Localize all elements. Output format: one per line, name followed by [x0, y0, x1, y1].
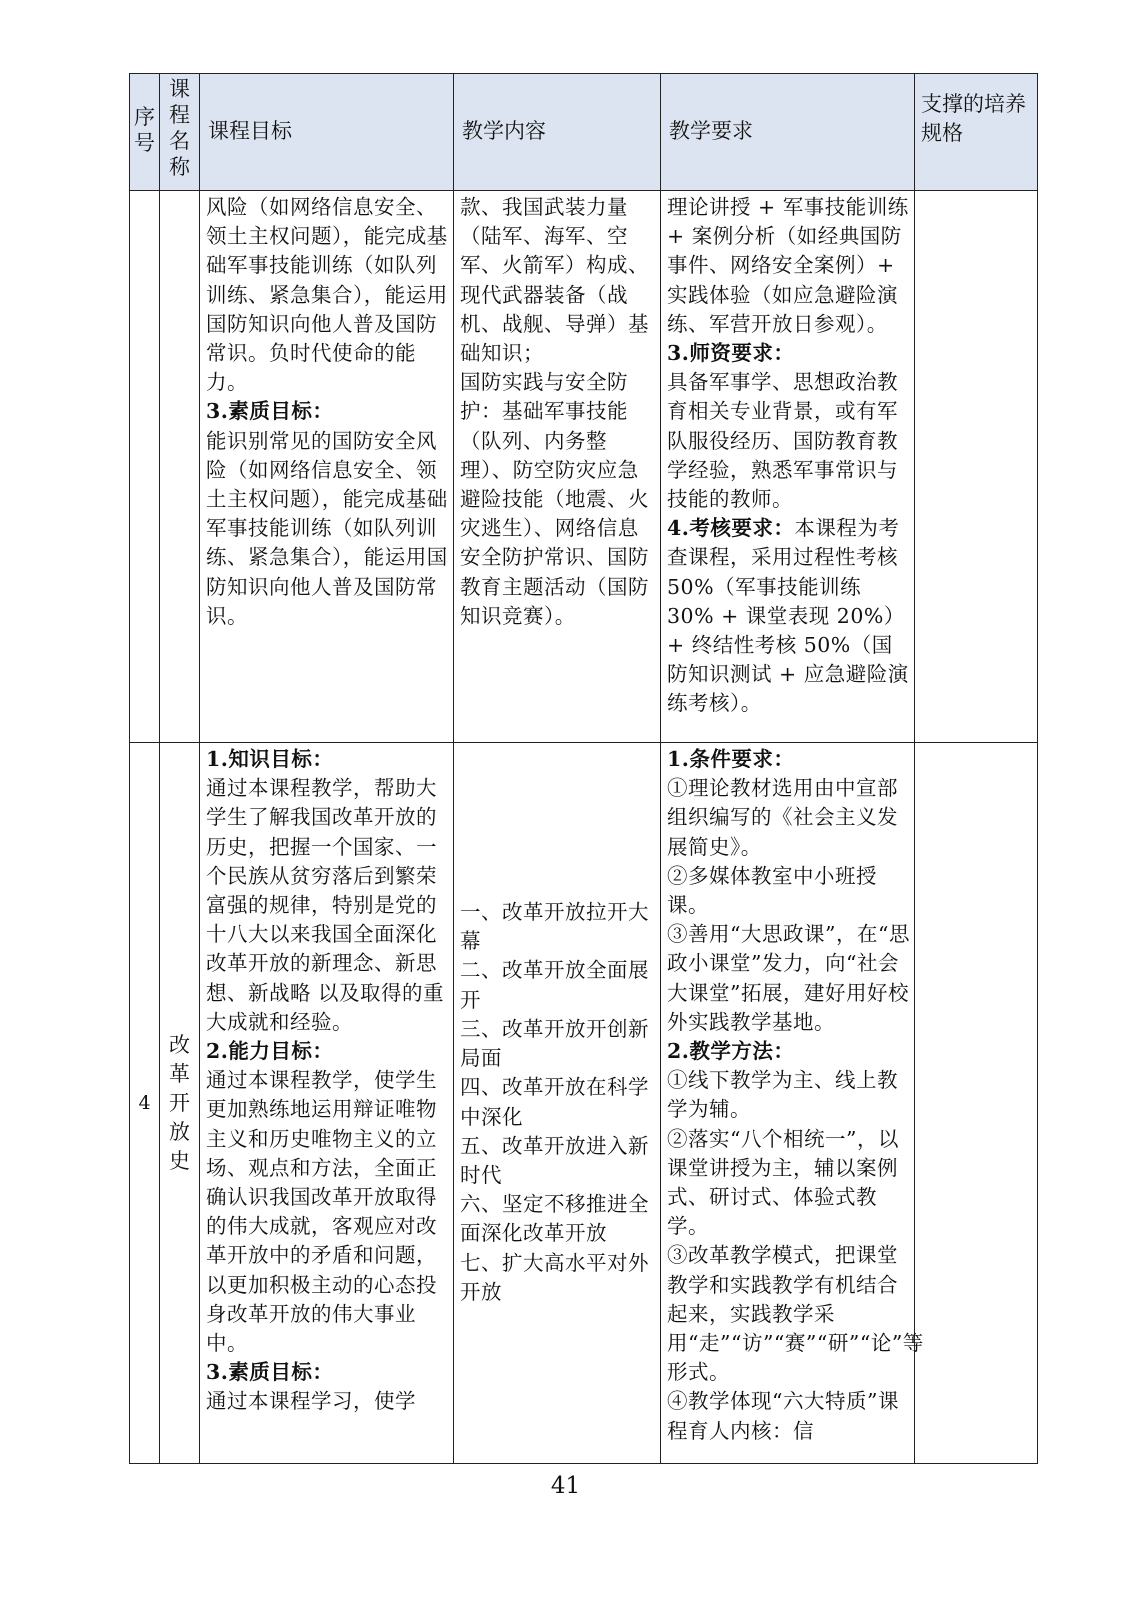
cell-paragraph: 1.知识目标： [206, 747, 334, 771]
row-seq [130, 191, 160, 743]
cell-paragraph: 五、改革开放进入新时代 [460, 1133, 649, 1187]
header-row [130, 74, 1038, 191]
cell-paragraph: 一、改革开放拉开大幕 [460, 900, 649, 954]
cell-paragraph: 3.素质目标： [206, 1360, 334, 1385]
table-row [130, 743, 1038, 1464]
cell-paragraph: ③善用“大思政课”，在“思政小课堂”发力，向“社会大课堂”拓展，建好用好校外实践教学基地。 [667, 922, 910, 1034]
header-course-name: 课程名称 [160, 74, 200, 191]
header-supported-spec: 支撑的培养规格 [915, 74, 1038, 191]
curriculum-table [129, 73, 1038, 1464]
cell-paragraph: ②落实“八个相统一”，以课堂讲授为主，辅以案例式、研讨式、体验式教学。 [667, 1126, 899, 1239]
header-course-goal: 课程目标 [200, 74, 454, 191]
row-teaching-requirement [661, 743, 924, 1464]
row-course-goal [200, 191, 454, 743]
cell-paragraph: 四、改革开放在科学中深化 [460, 1075, 649, 1129]
row-teaching-content [454, 191, 661, 743]
cell-paragraph: 3.师资要求： [667, 341, 795, 366]
cell-paragraph: 2.能力目标： [206, 1039, 334, 1064]
header-seq: 序号 [130, 74, 160, 191]
cell-paragraph: 通过本课程教学，帮助大学生了解我国改革开放的历史，把握一个国家、一个民族从贫穷落后到繁荣富强的规律，特别是党的十八大以来我国全面深化改革开放的新理念、新思想、新战略 以及取得的重大成就和经验。 [206, 776, 445, 1034]
cell-paragraph: 六、坚定不移推进全面深化改革开放 [460, 1192, 649, 1246]
cell-paragraph: 三、改革开放开创新局面 [460, 1016, 649, 1071]
cell-paragraph: ①理论教材选用由中宣部组织编写的《社会主义发展简史》。 [667, 776, 898, 859]
cell-paragraph: ①线下教学为主、线上教学为辅。 [667, 1068, 898, 1122]
cell-paragraph: 4.考核要求：本课程为考查课程，采用过程性考核 50%（军事技能训练 30% + 课堂表现 20%）+ 终结性考核 50%（国防知识测试 + 应急避险演练考核）。 [667, 516, 909, 716]
cell-paragraph: 通过本课程学习，使学 [206, 1389, 416, 1414]
row-supported-spec [915, 743, 1038, 1464]
row-course-name: 改革开放史 [160, 743, 200, 1464]
cell-paragraph: 二、改革开放全面展开 [460, 958, 649, 1012]
page-number: 41 [550, 1473, 581, 1499]
row-course-goal [200, 743, 454, 1464]
row-seq: 4 [130, 743, 160, 1464]
cell-paragraph: 能识别常见的国防安全风险（如网络信息安全、领土主权问题），能完成基础军事技能训练（如队列训练、紧急集合），能运用国防知识向他人普及国防常识。 [206, 428, 448, 628]
row-supported-spec [915, 191, 1038, 743]
cell-paragraph: ②多媒体教室中小班授课。 [667, 863, 877, 918]
header-teaching-content: 教学内容 [454, 74, 661, 191]
cell-paragraph: 通过本课程教学，使学生更加熟练地运用辩证唯物主义和历史唯物主义的立场、观点和方法，全面正确认识我国改革开放取得的伟大成就，客观应对改革开放中的矛盾和问题，以更加积极主动的心态投身改革开放的伟大事业中。 [206, 1068, 437, 1356]
cell-paragraph: ③改革教学模式，把课堂教学和实践教学有机结合起来，实践教学采用“走”“访”“赛”“研”“论”等形式。 [667, 1243, 924, 1385]
cell-paragraph: ④教学体现“六大特质”课程育人内核：信 [667, 1389, 899, 1443]
cell-paragraph: 风险（如网络信息安全、领土主权问题），能完成基础军事技能训练（如队列训练、紧急集合），能运用国防知识向他人普及国防常识。负时代使命的能力。 [206, 195, 448, 395]
header-teaching-requirement: 教学要求 [661, 74, 915, 191]
cell-paragraph: 2.教学方法： [667, 1039, 795, 1064]
cell-paragraph: 具备军事学、思想政治教育相关专业背景，或有军队服役经历、国防教育教学经验，熟悉军事常识与技能的教师。 [667, 370, 898, 512]
cell-paragraph: 理论讲授 + 军事技能训练 + 案例分析（如经典国防事件、网络安全案例）+ 实践体验（如应急避险演练、军营开放日参观）。 [667, 195, 909, 336]
cell-paragraph: 国防实践与安全防护：基础军事技能（队列、内务整理）、防空防灾应急避险技能（地震、火灾逃生）、网络信息安全防护常识、国防教育主题活动（国防知识竞赛）。 [460, 370, 649, 628]
row-course-name [160, 191, 200, 743]
cell-paragraph: 1.条件要求： [667, 747, 795, 771]
table-row [130, 191, 1038, 743]
row-teaching-requirement [661, 191, 915, 743]
cell-paragraph: 七、扩大高水平对外开放 [460, 1250, 649, 1304]
cell-paragraph-rest: 本课程为考查课程，采用过程性考核 50%（军事技能训练 30% + 课堂表现 20%）+ 终结性考核 50%（国防知识测试 + 应急避险演练考核）。 [667, 516, 909, 716]
row-teaching-content [454, 743, 661, 1464]
cell-paragraph: 款、我国武装力量（陆军、海军、空军、火箭军）构成、现代武器装备（战机、战舰、导弹）基础知识； [460, 195, 649, 366]
cell-paragraph: 3.素质目标： [206, 399, 334, 424]
